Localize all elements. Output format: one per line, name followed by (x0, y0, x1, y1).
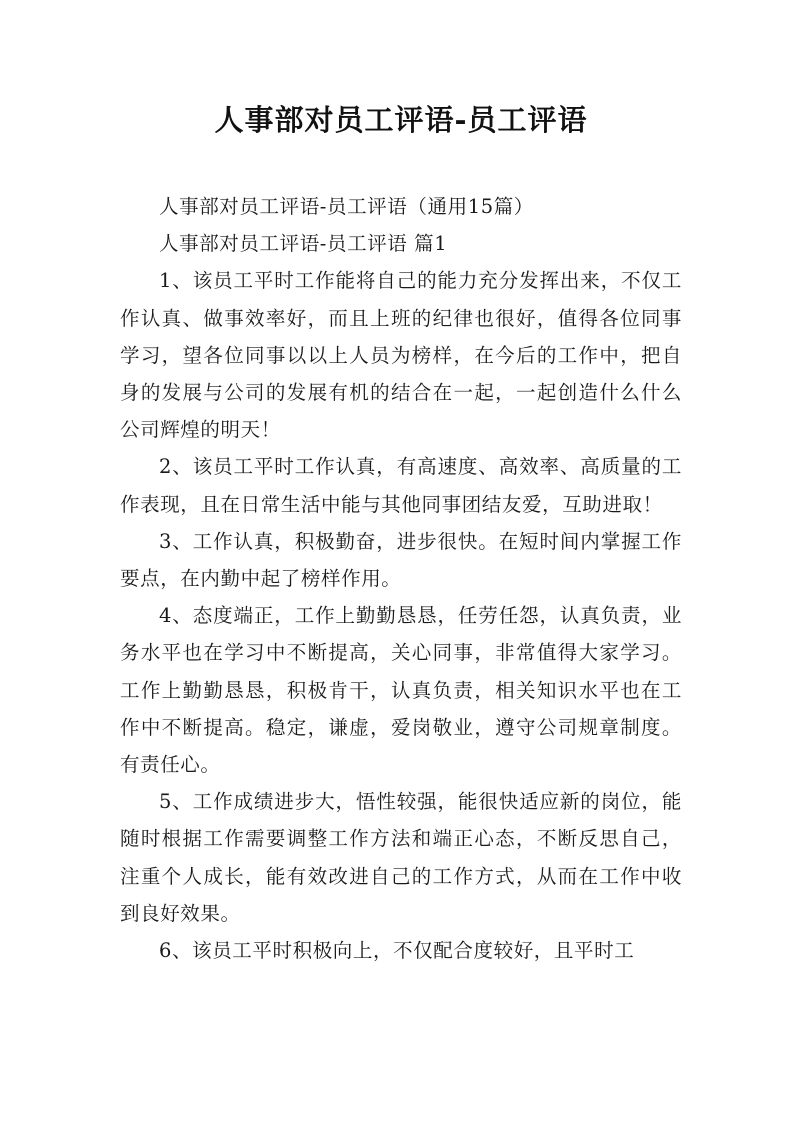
section-heading: 人事部对员工评语-员工评语 篇1 (159, 232, 448, 256)
body-paragraph: 2、该员工平时工作认真，有高速度、高效率、高质量的工作表现，且在日常生活中能与其他同事团结友爱，互助进取！ (120, 455, 682, 516)
body-paragraph: 3、工作认真，积极勤奋，进步很快。在短时间内掌握工作要点，在内勤中起了榜样作用。 (120, 529, 682, 591)
document-title: 人事部对员工评语-员工评语 (214, 103, 588, 137)
subtitle-paragraph: 人事部对员工评语-员工评语（通用15篇） (159, 195, 534, 218)
body-paragraph: 5、工作成绩进步大，悟性较强，能很快适应新的岗位，能随时根据工作需要调整工作方法和端正心态，不断反思自己，注重个人成长，能有效改进自己的工作方式，从而在工作中收到良好效果。 (120, 790, 682, 925)
body-paragraph: 6、该员工平时积极向上，不仅配合度较好，且平时工 (159, 939, 635, 963)
document-body (120, 188, 682, 969)
body-paragraph: 4、态度端正，工作上勤勤恳恳，任劳任怨，认真负责，业务水平也在学习中不断提高，关心同事，非常值得大家学习。工作上勤勤恳恳，积极肯干，认真负责，相关知识水平也在工作中不断提高。稳定，谦虚，爱岗敬业，遵守公司规章制度。有责任心。 (120, 604, 682, 777)
body-paragraph: 1、该员工平时工作能将自己的能力充分发挥出来，不仅工作认真、做事效率好，而且上班的纪律也很好，值得各位同事学习，望各位同事以以上人员为榜样，在今后的工作中，把自身的发展与公司的发展有机的结合在一起，一起创造什么什么公司辉煌的明天！ (120, 269, 682, 442)
